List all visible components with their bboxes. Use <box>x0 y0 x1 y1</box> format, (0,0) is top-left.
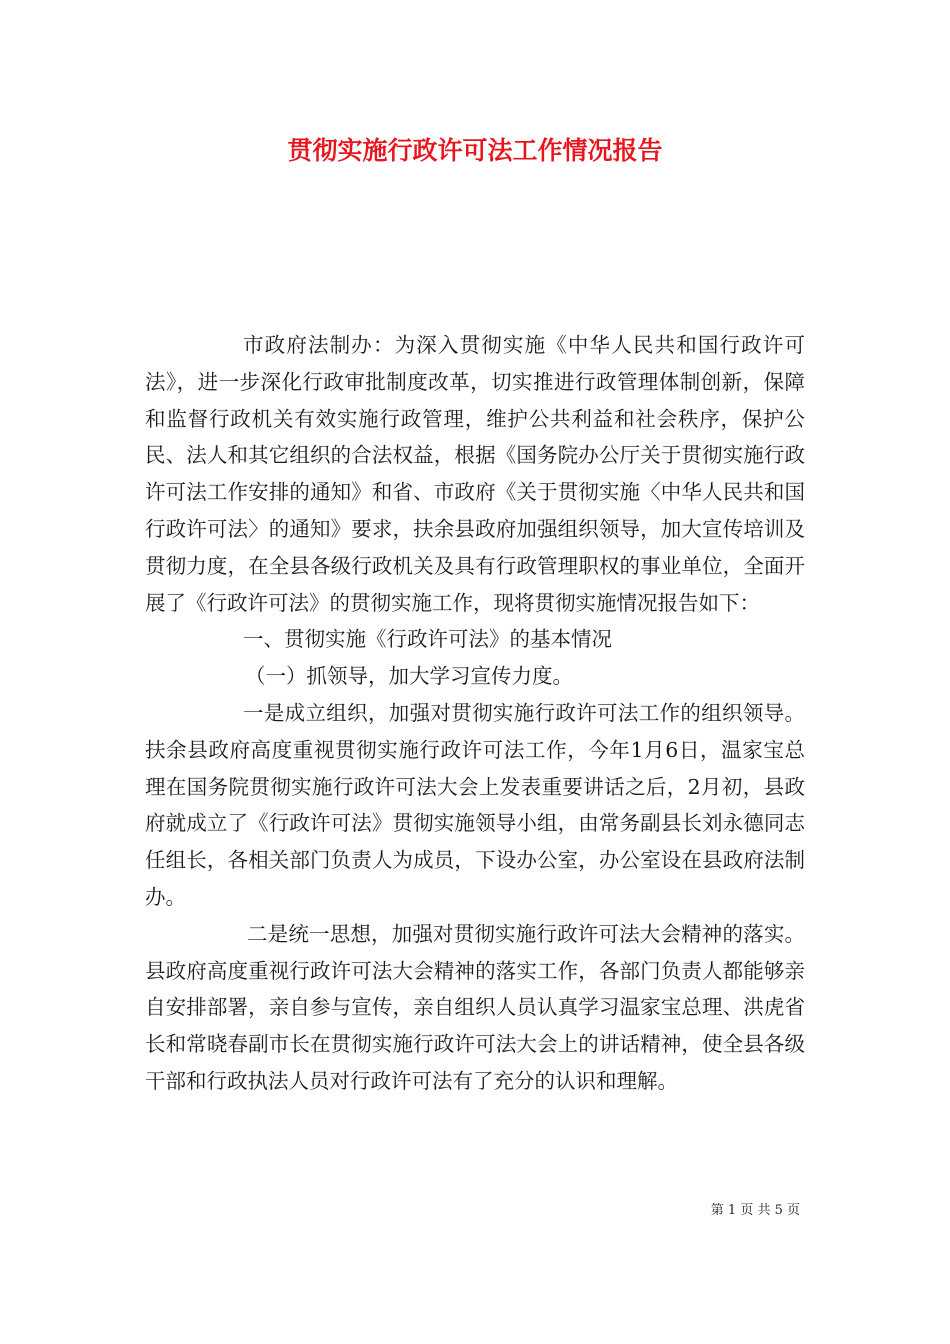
document-title: 贯彻实施行政许可法工作情况报告 <box>287 136 663 165</box>
paragraph-point-two: 二是统一思想，加强对贯彻实施行政许可法大会精神的落实。县政府高度重视行政许可法大会精神的落实工作，各部门负责人都能够亲自安排部署，亲自参与宣传，亲自组织人员认真学习温家宝总理、洪虎省长和常晓春副市长在贯彻实施行政许可法大会上的讲话精神，使全县各级干部和行政执法人员对行政许可法有了充分的认识和理解。 <box>145 921 805 1093</box>
section-heading: 一、贯彻实施《行政许可法》的基本情况 <box>243 627 612 652</box>
paragraph-point-one: 一是成立组织，加强对贯彻实施行政许可法工作的组织领导。扶余县政府高度重视贯彻实施行政许可法工作，今年1月6日，温家宝总理在国务院贯彻实施行政许可法大会上发表重要讲话之后，2月初，县政府就成立了《行政许可法》贯彻实施领导小组，由常务副县长刘永德同志任组长，各相关部门负责人为成员，下设办公室，办公室设在县政府法制办。 <box>145 700 805 909</box>
subsection-heading: （一）抓领导，加大学习宣传力度。 <box>245 664 573 689</box>
page-number: 第 1 页 共 5 页 <box>710 1203 800 1218</box>
paragraph-intro: 市政府法制办：为深入贯彻实施《中华人民共和国行政许可法》，进一步深化行政审批制度改革，切实推进行政管理体制创新，保障和监督行政机关有效实施行政管理，维护公共利益和社会秩序，保护公民、法人和其它组织的合法权益，根据《国务院办公厅关于贯彻实施行政许可法工作安排的通知》和省、市政府《关于贯彻实施〈中华人民共和国行政许可法〉的通知》要求，扶余县政府加强组织领导，加大宣传培训及贯彻力度，在全县各级行政机关及具有行政管理职权的事业单位，全面开展了《行政许可法》的贯彻实施工作，现将贯彻实施情况报告如下： <box>145 333 805 615</box>
document-body <box>145 327 805 1100</box>
